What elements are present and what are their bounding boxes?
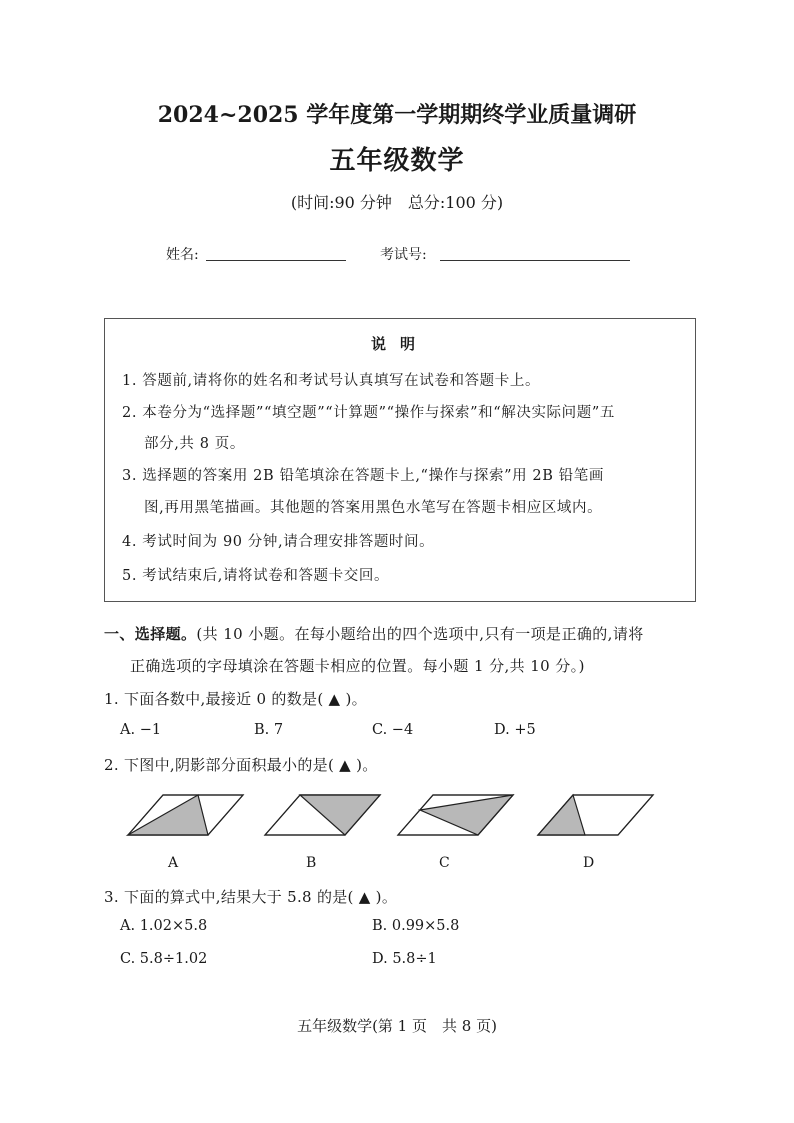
exam-subject: 五年级数学 bbox=[329, 146, 465, 176]
figure-c-parallelogram bbox=[398, 795, 513, 835]
figure-d-parallelogram bbox=[538, 795, 653, 835]
exam-time-info: (时间:90 分钟 总分:100 分) bbox=[290, 193, 504, 212]
question-1-option-b[interactable]: B. 7 bbox=[254, 722, 284, 738]
instruction-item: 1. 答题前,请将你的姓名和考试号认真填写在试卷和答题卡上。 bbox=[122, 373, 541, 389]
section-one-description: (共 10 小题。在每小题给出的四个选项中,只有一项是正确的,请将 bbox=[196, 625, 644, 643]
instruction-item: 3. 选择题的答案用 2B 铅笔填涂在答题卡上,“操作与探索”用 2B 铅笔画 bbox=[122, 468, 604, 484]
section-one-heading: 一、选择题。 bbox=[104, 625, 197, 643]
instruction-item: 4. 考试时间为 90 分钟,请合理安排答题时间。 bbox=[122, 534, 435, 550]
question-1-option-a[interactable]: A. −1 bbox=[120, 722, 162, 738]
figure-b-label[interactable]: B bbox=[306, 855, 317, 871]
instruction-item: 图,再用黑笔描画。其他题的答案用黑色水笔写在答题卡相应区域内。 bbox=[144, 500, 603, 516]
question-3-option-b[interactable]: B. 0.99×5.8 bbox=[372, 918, 460, 934]
question-1-option-d[interactable]: D. +5 bbox=[494, 722, 536, 738]
exam-title: 2024~2025 学年度第一学期期终学业质量调研 bbox=[157, 102, 637, 128]
question-3-option-c[interactable]: C. 5.8÷1.02 bbox=[120, 951, 208, 967]
question-3-option-d[interactable]: D. 5.8÷1 bbox=[372, 951, 437, 967]
question-1-option-c[interactable]: C. −4 bbox=[372, 722, 414, 738]
figure-b-parallelogram bbox=[265, 795, 380, 835]
exam-number-label: 考试号: bbox=[380, 247, 427, 263]
question-1-text: 1. 下面各数中,最接近 0 的数是( ▲ )。 bbox=[104, 690, 367, 708]
section-one-description-cont: 正确选项的字母填涂在答题卡相应的位置。每小题 1 分,共 10 分。) bbox=[130, 657, 585, 675]
name-label: 姓名: bbox=[166, 247, 199, 263]
question-3-text: 3. 下面的算式中,结果大于 5.8 的是( ▲ )。 bbox=[104, 888, 398, 906]
instruction-item: 部分,共 8 页。 bbox=[144, 436, 245, 452]
page-footer: 五年级数学(第 1 页 共 8 页) bbox=[297, 1017, 497, 1035]
instructions-heading: 说明 bbox=[370, 335, 429, 353]
figure-a-parallelogram bbox=[128, 795, 243, 835]
instruction-item: 2. 本卷分为“选择题”“填空题”“计算题”“操作与探索”和“解决实际问题”五 bbox=[122, 405, 615, 421]
instruction-item: 5. 考试结束后,请将试卷和答题卡交回。 bbox=[122, 568, 390, 584]
figure-c-label[interactable]: C bbox=[439, 855, 450, 871]
question-3-option-a[interactable]: A. 1.02×5.8 bbox=[120, 918, 208, 934]
figure-a-label[interactable]: A bbox=[168, 855, 179, 871]
figure-d-label[interactable]: D bbox=[583, 855, 595, 871]
question-2-text: 2. 下图中,阴影部分面积最小的是( ▲ )。 bbox=[104, 756, 378, 774]
